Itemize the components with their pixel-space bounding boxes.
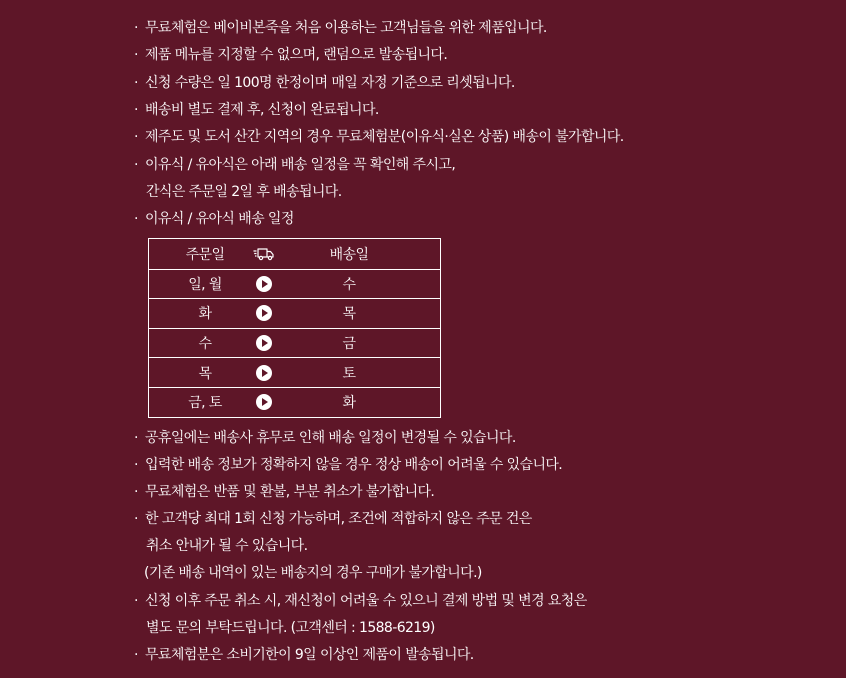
schedule-title: · 이유식 / 유아식 배송 일정 bbox=[134, 211, 294, 227]
note-snack-delivery: 간식은 주문일 2일 후 배송됩니다. bbox=[146, 184, 342, 200]
ship-day-cell: 화 bbox=[342, 395, 356, 412]
note-customer-center: 별도 문의 부탁드립니다. (고객센터 : 1588-6219) bbox=[146, 620, 435, 636]
note-first-time: · 무료체험은 베이비본죽을 처음 이용하는 고객님들을 위한 제품입니다. bbox=[134, 20, 547, 36]
ship-day-cell: 목 bbox=[342, 306, 356, 323]
order-day-cell: 목 bbox=[198, 365, 212, 382]
play-arrow-icon bbox=[252, 358, 276, 387]
play-arrow-icon bbox=[252, 388, 276, 417]
order-day-cell: 금, 토 bbox=[188, 395, 222, 412]
ship-day-cell: 금 bbox=[342, 336, 356, 353]
play-arrow-icon bbox=[252, 329, 276, 358]
note-no-refund: · 무료체험은 반품 및 환불, 부분 취소가 불가합니다. bbox=[134, 484, 435, 500]
note-one-per-customer: · 한 고객당 최대 1회 신청 가능하며, 조건에 적합하지 않은 주문 건은 bbox=[134, 511, 532, 527]
note-cancel-notice: 취소 안내가 될 수 있습니다. bbox=[146, 538, 308, 554]
order-day-header: 주문일 bbox=[185, 246, 225, 263]
ship-day-cell: 토 bbox=[342, 365, 356, 382]
delivery-truck-icon bbox=[252, 239, 276, 269]
table-row bbox=[149, 357, 440, 387]
order-day-cell: 수 bbox=[198, 336, 212, 353]
play-arrow-icon bbox=[252, 270, 276, 299]
table-row bbox=[149, 387, 440, 417]
note-shipping-fee: · 배송비 별도 결제 후, 신청이 완료됩니다. bbox=[134, 102, 379, 118]
note-random-menu: · 제품 메뉴를 지정할 수 없으며, 랜덤으로 발송됩니다. bbox=[134, 47, 448, 63]
note-jeju-islands: · 제주도 및 도서 산간 지역의 경우 무료체험분(이유식·실온 상품) 배송이 불가합니다. bbox=[134, 129, 624, 145]
table-row bbox=[149, 269, 440, 299]
ship-day-header: 배송일 bbox=[329, 246, 369, 263]
order-day-cell: 일, 월 bbox=[188, 276, 222, 293]
note-baby-food-schedule: · 이유식 / 유아식은 아래 배송 일정을 꼭 확인해 주시고, bbox=[134, 157, 456, 173]
note-existing-address: (기존 배송 내역이 있는 배송지의 경우 구매가 불가합니다.) bbox=[144, 565, 482, 581]
table-row bbox=[149, 328, 440, 358]
table-row bbox=[149, 298, 440, 328]
order-day-cell: 화 bbox=[198, 306, 212, 323]
note-address-accuracy: · 입력한 배송 정보가 정확하지 않을 경우 정상 배송이 어려울 수 있습니다. bbox=[134, 457, 563, 473]
note-holiday: · 공휴일에는 배송사 휴무로 인해 배송 일정이 변경될 수 있습니다. bbox=[134, 430, 516, 446]
note-cancel-reapply: · 신청 이후 주문 취소 시, 재신청이 어려울 수 있으니 결제 방법 및 변경 요청은 bbox=[134, 593, 587, 609]
note-expiry: · 무료체험분은 소비기한이 9일 이상인 제품이 발송됩니다. bbox=[134, 647, 474, 663]
delivery-schedule-table bbox=[148, 238, 441, 418]
ship-day-cell: 수 bbox=[342, 276, 356, 293]
note-quantity-limit: · 신청 수량은 일 100명 한정이며 매일 자정 기준으로 리셋됩니다. bbox=[134, 75, 515, 91]
table-header-row bbox=[149, 239, 440, 269]
play-arrow-icon bbox=[252, 299, 276, 328]
